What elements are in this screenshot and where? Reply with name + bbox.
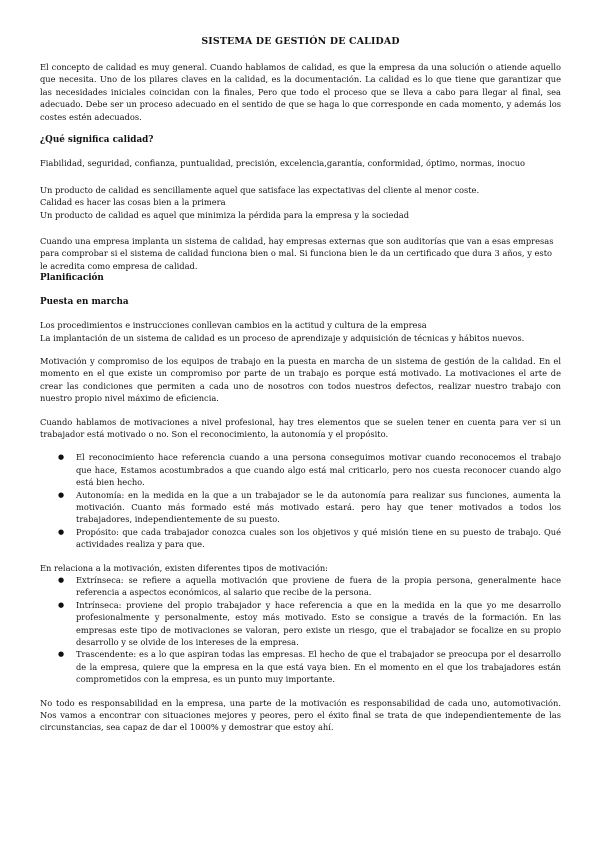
- list-item: ● Propósito: que cada trabajador conozca cuales son los objetivos y qué misión tiene en su puesto de trabajo. Qué actividades realiza y para que.: [58, 526, 561, 551]
- document-page: [40, 36, 561, 734]
- types-list: [40, 574, 561, 686]
- list-item: ● Autonomía: en la medida en la que a un trabajador se le da autonomía para realizar sus funciones, aumenta la motivación. Cuanto más formado esté más motivado estará. pero hay que tener motivados a todos los trabajadores, independientemente de su puesto.: [58, 489, 561, 526]
- intro-paragraph: El concepto de calidad es muy general. Cuando hablamos de calidad, es que la empresa da una solución o atiende aquello que necesita. Uno de los pilares claves en la calidad, es la documentación. La calidad es lo que tiene que garantizar que las necesidades iniciales coincidan con la finales, Pero que todo el proceso que se lleva a cabo para llegar al final, sea adecuado. Debe ser un proceso adecuado en el sentido de que se haga lo que corresponde en cada momento, y además los costes estén adecuados.: [40, 62, 561, 122]
- startup-line: La implantación de un sistema de calidad es un proceso de aprendizaje y adquisición de técnicas y hábitos nuevos.: [40, 332, 525, 343]
- list-item: ● Intrínseca: proviene del propio trabajador y hace referencia a que en la medida en la que yo me desarrollo profesionalmente y personalmente, estoy más motivado. Esto se consigue a través de la formación. En las empresas este tipo de motivaciones se valoran, pero existe un riesgo, que el trabajador se focalize en su propio desarrollo y se olvide de los intereses de la empresa.: [58, 599, 561, 649]
- heading-startup: Puesta en marcha: [40, 296, 129, 307]
- closing-paragraph: No todo es responsabilidad en la empresa, una parte de la motivación es responsabilidad de cada uno, automotivación. Nos vamos a encontrar con situaciones mejores y peores, pero el éxito final se trata de que independientemente de las circunstancias, sea capaz de dar el 1000% y demostrar que estoy ahí.: [40, 697, 561, 733]
- heading-meaning: ¿Qué significa calidad?: [40, 135, 154, 146]
- list-item: ● El reconocimiento hace referencia cuando a una persona conseguimos motivar cuando reconocemos el trabajo que hace, Estamos acostumbrados a que cuando algo está mal criticarlo, pero nos cuesta reconocer cuando algo está bien hecho.: [58, 451, 561, 488]
- meaning-terms: Fiabilidad, seguridad, confianza, puntualidad, precisión, excelencia,garantía, conformidad, óptimo, normas, inocuo: [40, 158, 526, 169]
- types-intro: En relaciona a la motivación, existen diferentes tipos de motivación:: [40, 562, 328, 573]
- elements-list: [40, 451, 561, 550]
- list-item: ● Extrínseca: se refiere a aquella motivación que proviene de fuera de la propia persona, generalmente hace referencia a aspectos económicos, al salario que recibe de la persona.: [58, 574, 561, 599]
- definition-line: Un producto de calidad es sencillamente aquel que satisface las expectativas del cliente al menor coste.: [40, 184, 480, 195]
- motivation-paragraph: Motivación y compromiso de los equipos de trabajo en la puesta en marcha de un sistema de gestión de la calidad. En el momento en el que existe un compromiso por parte de un trabajo es porque está motivado. La motivaciones el arte de crear las condiciones que permiten a cada uno de nosotros con todos nuestros defectos, realizar nuestro trabajo con nuestro propio nivel máximo de eficiencia.: [40, 355, 561, 404]
- document-title: SISTEMA DE GESTIÓN DE CALIDAD: [201, 36, 400, 47]
- definition-line: Un producto de calidad es aquel que minimiza la pérdida para la empresa y la sociedad: [40, 209, 410, 220]
- three-elements-paragraph: Cuando hablamos de motivaciones a nivel profesional, hay tres elementos que se suelen tener en cuenta para ver si un trabajador está motivado o no. Son el reconocimiento, la autonomía y el propósito.: [40, 416, 561, 439]
- heading-planning: Planificación: [40, 273, 104, 284]
- definition-line: Calidad es hacer las cosas bien a la primera: [40, 197, 226, 208]
- list-item: ● Trascendente: es a lo que aspiran todas las empresas. El hecho de que el trabajador se preocupa por el desarrollo de la empresa, quiere que la empresa en la que está vaya bien. En el momento en el que los trabajadores están comprometidos con la empresa, es un punto muy importante.: [58, 648, 561, 685]
- certification-paragraph: Cuando una empresa implanta un sistema de calidad, hay empresas externas que son auditorías que van a esas empresas para comprobar si el sistema de calidad funciona bien o mal. Si funciona bien le da un certificado que dura 3 años, y esto le acredita como empresa de calidad.: [40, 236, 554, 271]
- startup-line: Los procedimientos e instrucciones conllevan cambios en la actitud y cultura de la empresa: [40, 320, 427, 331]
